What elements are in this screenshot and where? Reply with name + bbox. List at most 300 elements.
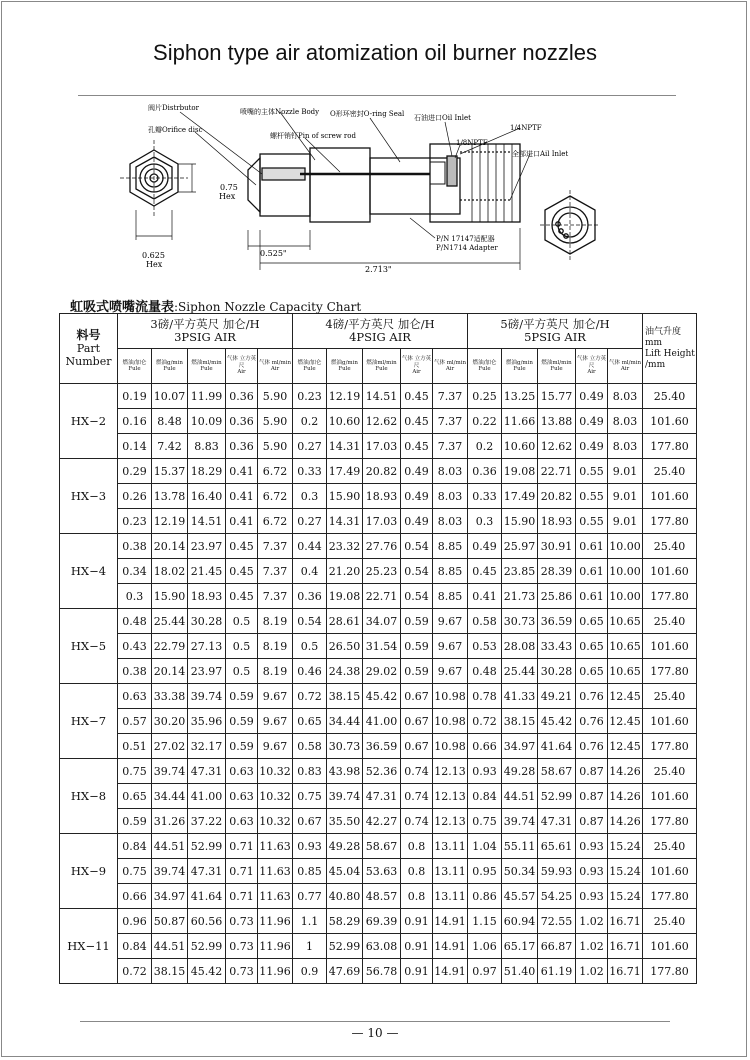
- value-cell: 13.78: [152, 484, 188, 509]
- value-cell: 10.07: [152, 384, 188, 409]
- value-cell: 9.01: [608, 509, 643, 534]
- subheader-zh: 燃油ml/min: [541, 359, 572, 366]
- value-cell: 38.15: [502, 709, 538, 734]
- value-cell: 21.20: [327, 559, 363, 584]
- value-cell: 0.14: [118, 434, 152, 459]
- lift-height-cell: 25.40: [643, 459, 697, 484]
- value-cell: 0.71: [226, 834, 258, 859]
- value-cell: 0.67: [401, 734, 433, 759]
- value-cell: 53.63: [363, 859, 401, 884]
- lift-height-cell: 25.40: [643, 834, 697, 859]
- label-air-inlet: 全部进口Ail Inlet: [512, 150, 569, 158]
- subheader-cell: [433, 349, 468, 384]
- value-cell: 15.37: [152, 459, 188, 484]
- hex-end-view-right: [540, 190, 600, 260]
- group-header-4psig: [293, 314, 468, 349]
- subheader-en: Fule: [163, 366, 176, 372]
- value-cell: 41.00: [363, 709, 401, 734]
- value-cell: 0.67: [293, 809, 327, 834]
- group-header-line2: 4PSIG AIR: [349, 330, 411, 344]
- subheader-cell: [538, 349, 576, 384]
- value-cell: 0.54: [293, 609, 327, 634]
- value-cell: 0.49: [468, 534, 502, 559]
- value-cell: 42.27: [363, 809, 401, 834]
- group-header-5psig: [468, 314, 643, 349]
- value-cell: 5.90: [258, 434, 293, 459]
- value-cell: 39.74: [502, 809, 538, 834]
- value-cell: 0.55: [576, 459, 608, 484]
- value-cell: 59.93: [538, 859, 576, 884]
- value-cell: 15.24: [608, 884, 643, 909]
- value-cell: 52.99: [327, 934, 363, 959]
- value-cell: 0.74: [401, 784, 433, 809]
- table-row: [60, 659, 697, 684]
- value-cell: 51.40: [502, 959, 538, 984]
- subheader-en: Air: [237, 369, 246, 376]
- value-cell: 60.94: [502, 909, 538, 934]
- value-cell: 6.72: [258, 459, 293, 484]
- value-cell: 5.90: [258, 384, 293, 409]
- value-cell: 0.53: [468, 634, 502, 659]
- table-row: [60, 934, 697, 959]
- table-row: [60, 434, 697, 459]
- value-cell: 40.80: [327, 884, 363, 909]
- table-header-row-2: [60, 349, 697, 384]
- value-cell: 0.9: [293, 959, 327, 984]
- lift-height-cell: 101.60: [643, 634, 697, 659]
- lift-height-cell: 101.60: [643, 559, 697, 584]
- lift-height-cell: 25.40: [643, 909, 697, 934]
- value-cell: 0.75: [118, 859, 152, 884]
- value-cell: 47.69: [327, 959, 363, 984]
- value-cell: 8.03: [433, 509, 468, 534]
- value-cell: 0.75: [118, 759, 152, 784]
- subheader-en: Fule: [478, 366, 491, 372]
- value-cell: 1.04: [468, 834, 502, 859]
- value-cell: 11.96: [258, 959, 293, 984]
- value-cell: 1.1: [293, 909, 327, 934]
- part-number-cell: HX−2: [60, 384, 118, 459]
- subheader-zh: 燃油g/min: [331, 359, 358, 366]
- lift-height-cell: 25.40: [643, 684, 697, 709]
- value-cell: 34.97: [152, 884, 188, 909]
- label-o-ring: O形环密封O-ring Seal: [330, 110, 405, 118]
- value-cell: 7.42: [152, 434, 188, 459]
- value-cell: 0.45: [401, 434, 433, 459]
- subheader-cell: [152, 349, 188, 384]
- value-cell: 1: [293, 934, 327, 959]
- subheader-zh: 燃油g/min: [156, 359, 183, 366]
- value-cell: 0.71: [226, 884, 258, 909]
- lift-height-cell: 101.60: [643, 484, 697, 509]
- subheader-zh: 燃油/加仑: [122, 359, 147, 366]
- value-cell: 16.40: [188, 484, 226, 509]
- lift-height-cell: 25.40: [643, 609, 697, 634]
- value-cell: 1.02: [576, 909, 608, 934]
- value-cell: 9.01: [608, 459, 643, 484]
- subheader-cell: [576, 349, 608, 384]
- value-cell: 66.87: [538, 934, 576, 959]
- value-cell: 8.03: [433, 484, 468, 509]
- value-cell: 16.71: [608, 909, 643, 934]
- value-cell: 0.75: [293, 784, 327, 809]
- value-cell: 17.03: [363, 509, 401, 534]
- lift-height-cell: 177.80: [643, 509, 697, 534]
- value-cell: 14.91: [433, 934, 468, 959]
- part-number-cell: HX−5: [60, 609, 118, 684]
- subheader-en: Air: [270, 366, 280, 372]
- value-cell: 11.63: [258, 834, 293, 859]
- value-cell: 15.90: [152, 584, 188, 609]
- value-cell: 49.21: [538, 684, 576, 709]
- value-cell: 9.67: [258, 709, 293, 734]
- capacity-table: [59, 313, 697, 984]
- value-cell: 0.3: [118, 584, 152, 609]
- label-npt-1-4: 1/4NPTF: [510, 124, 542, 132]
- dim-2713: 2.713": [365, 265, 392, 274]
- table-row: [60, 609, 697, 634]
- table-row: [60, 909, 697, 934]
- subheader-zh: 燃油g/min: [506, 359, 533, 366]
- table-title-zh: 虹吸式喷嘴流量表: [70, 300, 175, 315]
- value-cell: 0.63: [226, 784, 258, 809]
- part-number-cell: HX−9: [60, 834, 118, 909]
- value-cell: 0.38: [118, 659, 152, 684]
- value-cell: 21.73: [502, 584, 538, 609]
- dim-0625: 0.625: [142, 251, 165, 260]
- value-cell: 0.5: [226, 609, 258, 634]
- value-cell: 0.41: [468, 584, 502, 609]
- value-cell: 22.71: [363, 584, 401, 609]
- value-cell: 0.55: [576, 484, 608, 509]
- value-cell: 7.37: [433, 409, 468, 434]
- value-cell: 0.78: [468, 684, 502, 709]
- group-header-line2: 5PSIG AIR: [524, 330, 586, 344]
- value-cell: 48.57: [363, 884, 401, 909]
- value-cell: 7.37: [433, 384, 468, 409]
- value-cell: 0.45: [226, 559, 258, 584]
- subheader-en: Air: [587, 369, 596, 376]
- value-cell: 63.08: [363, 934, 401, 959]
- value-cell: 8.83: [188, 434, 226, 459]
- value-cell: 34.97: [502, 734, 538, 759]
- label-adapter-2: P/N1714 Adapter: [436, 244, 498, 252]
- value-cell: 0.87: [576, 759, 608, 784]
- value-cell: 0.27: [293, 509, 327, 534]
- value-cell: 65.17: [502, 934, 538, 959]
- value-cell: 0.34: [118, 559, 152, 584]
- value-cell: 30.20: [152, 709, 188, 734]
- value-cell: 19.08: [327, 584, 363, 609]
- value-cell: 52.99: [188, 934, 226, 959]
- table-row: [60, 384, 697, 409]
- table-row: [60, 509, 697, 534]
- header-divider: [78, 95, 676, 96]
- dim-075: 0.75: [220, 183, 238, 192]
- subheader-en: Air: [445, 366, 455, 372]
- value-cell: 13.88: [538, 409, 576, 434]
- value-cell: 10.00: [608, 559, 643, 584]
- value-cell: 36.59: [538, 609, 576, 634]
- value-cell: 10.32: [258, 784, 293, 809]
- value-cell: 0.93: [576, 884, 608, 909]
- value-cell: 0.54: [401, 584, 433, 609]
- value-cell: 0.65: [576, 609, 608, 634]
- value-cell: 14.91: [433, 909, 468, 934]
- value-cell: 44.51: [152, 934, 188, 959]
- subheader-en: Fule: [375, 366, 388, 372]
- value-cell: 27.02: [152, 734, 188, 759]
- value-cell: 0.59: [118, 809, 152, 834]
- value-cell: 10.60: [502, 434, 538, 459]
- part-number-cell: HX−11: [60, 909, 118, 984]
- value-cell: 22.71: [538, 459, 576, 484]
- value-cell: 0.65: [118, 784, 152, 809]
- value-cell: 0.61: [576, 584, 608, 609]
- value-cell: 22.79: [152, 634, 188, 659]
- value-cell: 0.84: [468, 784, 502, 809]
- value-cell: 13.11: [433, 834, 468, 859]
- value-cell: 12.13: [433, 784, 468, 809]
- value-cell: 30.28: [188, 609, 226, 634]
- subheader-cell: [363, 349, 401, 384]
- table-row: [60, 634, 697, 659]
- dim-0625-unit: Hex: [146, 260, 163, 269]
- value-cell: 61.19: [538, 959, 576, 984]
- value-cell: 52.99: [188, 834, 226, 859]
- subheader-en: Fule: [550, 366, 563, 372]
- table-row: [60, 684, 697, 709]
- value-cell: 0.91: [401, 959, 433, 984]
- label-distributor: 阀片Distrbutor: [148, 104, 199, 112]
- value-cell: 0.96: [118, 909, 152, 934]
- value-cell: 0.95: [468, 859, 502, 884]
- table-row: [60, 884, 697, 909]
- label-adapter-1: P/N 17147适配器: [436, 235, 495, 243]
- value-cell: 0.36: [468, 459, 502, 484]
- value-cell: 45.42: [538, 709, 576, 734]
- value-cell: 0.8: [401, 884, 433, 909]
- subheader-cell: [118, 349, 152, 384]
- table-row: [60, 709, 697, 734]
- value-cell: 0.49: [401, 484, 433, 509]
- value-cell: 9.67: [258, 684, 293, 709]
- value-cell: 0.49: [576, 384, 608, 409]
- value-cell: 0.57: [118, 709, 152, 734]
- value-cell: 10.00: [608, 534, 643, 559]
- value-cell: 10.98: [433, 734, 468, 759]
- table-row: [60, 734, 697, 759]
- subheader-zh: 气体 立方英尺: [401, 356, 432, 369]
- value-cell: 30.73: [502, 609, 538, 634]
- value-cell: 0.36: [293, 584, 327, 609]
- value-cell: 34.44: [327, 709, 363, 734]
- subheader-zh: 气体 ml/min: [608, 359, 642, 366]
- value-cell: 0.5: [226, 659, 258, 684]
- value-cell: 0.97: [468, 959, 502, 984]
- subheader-zh: 燃油/加仑: [472, 359, 497, 366]
- value-cell: 0.3: [293, 484, 327, 509]
- value-cell: 0.85: [293, 859, 327, 884]
- value-cell: 9.01: [608, 484, 643, 509]
- value-cell: 30.73: [327, 734, 363, 759]
- footer-divider: [80, 1021, 670, 1022]
- subheader-zh: 燃油/加仑: [297, 359, 322, 366]
- value-cell: 10.60: [327, 409, 363, 434]
- subheader-cell: [258, 349, 293, 384]
- value-cell: 12.62: [538, 434, 576, 459]
- value-cell: 8.19: [258, 659, 293, 684]
- value-cell: 17.49: [502, 484, 538, 509]
- value-cell: 9.67: [433, 659, 468, 684]
- lift-height-cell: 25.40: [643, 759, 697, 784]
- value-cell: 0.48: [118, 609, 152, 634]
- value-cell: 9.67: [258, 734, 293, 759]
- value-cell: 0.48: [468, 659, 502, 684]
- value-cell: 8.48: [152, 409, 188, 434]
- value-cell: 0.72: [118, 959, 152, 984]
- value-cell: 0.36: [226, 384, 258, 409]
- value-cell: 12.19: [327, 384, 363, 409]
- value-cell: 13.11: [433, 884, 468, 909]
- value-cell: 33.43: [538, 634, 576, 659]
- group-header-line2: 3PSIG AIR: [174, 330, 236, 344]
- lift-height-cell: 25.40: [643, 534, 697, 559]
- value-cell: 8.85: [433, 534, 468, 559]
- table-row: [60, 784, 697, 809]
- table-row: [60, 859, 697, 884]
- lift-header-en1: Lift Height: [645, 348, 695, 359]
- value-cell: 8.03: [608, 384, 643, 409]
- value-cell: 14.51: [188, 509, 226, 534]
- value-cell: 0.5: [226, 634, 258, 659]
- value-cell: 36.59: [363, 734, 401, 759]
- value-cell: 0.61: [576, 534, 608, 559]
- value-cell: 49.28: [502, 759, 538, 784]
- value-cell: 0.75: [468, 809, 502, 834]
- value-cell: 58.29: [327, 909, 363, 934]
- value-cell: 0.58: [468, 609, 502, 634]
- value-cell: 0.16: [118, 409, 152, 434]
- value-cell: 0.33: [468, 484, 502, 509]
- subheader-cell: [401, 349, 433, 384]
- value-cell: 1.02: [576, 934, 608, 959]
- table-row: [60, 959, 697, 984]
- value-cell: 12.45: [608, 734, 643, 759]
- value-cell: 0.59: [226, 684, 258, 709]
- lift-height-cell: 177.80: [643, 584, 697, 609]
- value-cell: 72.55: [538, 909, 576, 934]
- part-number-cell: HX−4: [60, 534, 118, 609]
- subheader-cell: [608, 349, 643, 384]
- value-cell: 0.59: [401, 659, 433, 684]
- value-cell: 17.03: [363, 434, 401, 459]
- value-cell: 15.24: [608, 834, 643, 859]
- value-cell: 0.41: [226, 459, 258, 484]
- value-cell: 21.45: [188, 559, 226, 584]
- value-cell: 0.33: [293, 459, 327, 484]
- value-cell: 11.96: [258, 909, 293, 934]
- value-cell: 41.64: [538, 734, 576, 759]
- value-cell: 69.39: [363, 909, 401, 934]
- value-cell: 11.66: [502, 409, 538, 434]
- value-cell: 0.59: [401, 609, 433, 634]
- value-cell: 45.04: [327, 859, 363, 884]
- part-header-en1: Part: [76, 342, 101, 355]
- subheader-cell: [468, 349, 502, 384]
- value-cell: 50.34: [502, 859, 538, 884]
- part-number-header: [60, 314, 118, 384]
- value-cell: 0.93: [576, 859, 608, 884]
- value-cell: 0.66: [468, 734, 502, 759]
- subheader-zh: 气体 ml/min: [258, 359, 292, 366]
- value-cell: 0.76: [576, 734, 608, 759]
- value-cell: 0.49: [401, 509, 433, 534]
- subheader-en: Fule: [128, 366, 141, 372]
- value-cell: 10.32: [258, 759, 293, 784]
- dim-075-unit: Hex: [219, 192, 236, 201]
- lift-height-cell: 101.60: [643, 784, 697, 809]
- value-cell: 0.49: [401, 459, 433, 484]
- value-cell: 14.31: [327, 434, 363, 459]
- table-row: [60, 584, 697, 609]
- value-cell: 8.19: [258, 609, 293, 634]
- subheader-en: Air: [620, 366, 630, 372]
- label-orifice-disc: 孔瓣Orifice disc: [148, 126, 203, 134]
- value-cell: 0.67: [401, 709, 433, 734]
- value-cell: 27.76: [363, 534, 401, 559]
- value-cell: 10.00: [608, 584, 643, 609]
- value-cell: 0.51: [118, 734, 152, 759]
- value-cell: 0.76: [576, 709, 608, 734]
- value-cell: 45.57: [502, 884, 538, 909]
- value-cell: 0.22: [468, 409, 502, 434]
- value-cell: 34.44: [152, 784, 188, 809]
- value-cell: 0.49: [576, 409, 608, 434]
- lift-header-zh: 油气升度mm: [645, 326, 682, 348]
- value-cell: 0.65: [576, 634, 608, 659]
- label-npt-1-8: 1/8NPTF: [456, 139, 488, 147]
- value-cell: 0.65: [293, 709, 327, 734]
- value-cell: 0.4: [293, 559, 327, 584]
- value-cell: 32.17: [188, 734, 226, 759]
- value-cell: 31.54: [363, 634, 401, 659]
- value-cell: 39.74: [152, 759, 188, 784]
- value-cell: 25.44: [152, 609, 188, 634]
- value-cell: 12.13: [433, 759, 468, 784]
- value-cell: 0.45: [468, 559, 502, 584]
- value-cell: 0.93: [576, 834, 608, 859]
- value-cell: 41.00: [188, 784, 226, 809]
- group-header-line1: 5磅/平方英尺 加仑/H: [500, 317, 610, 331]
- value-cell: 10.09: [188, 409, 226, 434]
- value-cell: 7.37: [258, 534, 293, 559]
- value-cell: 0.59: [401, 634, 433, 659]
- value-cell: 27.13: [188, 634, 226, 659]
- value-cell: 45.42: [188, 959, 226, 984]
- value-cell: 0.84: [118, 834, 152, 859]
- value-cell: 16.71: [608, 934, 643, 959]
- subheader-cell: [293, 349, 327, 384]
- value-cell: 0.84: [118, 934, 152, 959]
- value-cell: 25.86: [538, 584, 576, 609]
- value-cell: 52.36: [363, 759, 401, 784]
- value-cell: 9.67: [433, 609, 468, 634]
- value-cell: 8.85: [433, 584, 468, 609]
- value-cell: 10.32: [258, 809, 293, 834]
- value-cell: 0.61: [576, 559, 608, 584]
- value-cell: 8.85: [433, 559, 468, 584]
